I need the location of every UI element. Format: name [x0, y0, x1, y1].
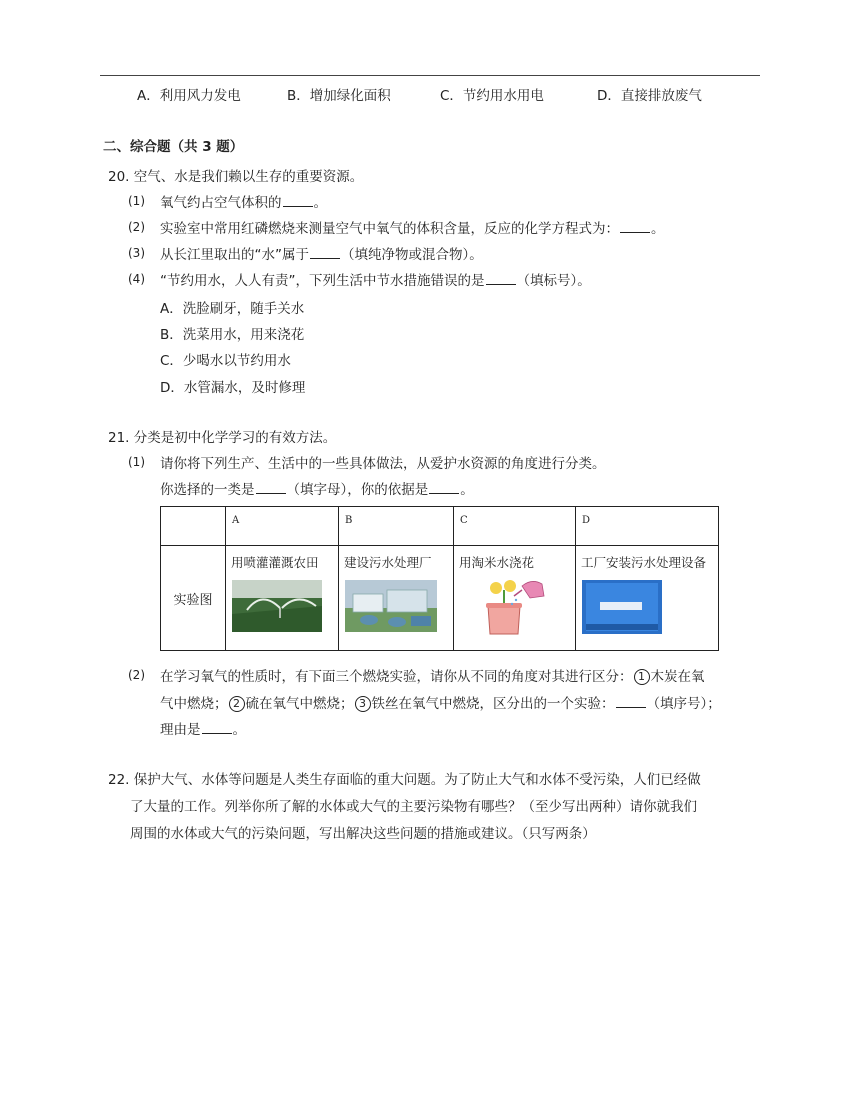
q21-sub1-line1: 请你将下列生产、生活中的一些具体做法，从爱护水资源的角度进行分类。	[160, 456, 606, 472]
q20-sub1-number: (1)	[128, 194, 145, 208]
q20-sub1	[160, 191, 327, 211]
sewage-plant-image	[345, 580, 437, 632]
q20-sub4	[160, 269, 591, 289]
q19-option-c: C．节约用水用电	[440, 88, 544, 104]
q20-sub2-text: 实验室中常用红磷燃烧来测量空气中氧气的体积含量，反应的化学方程式为：	[160, 221, 619, 237]
q20-sub3-tail: （填纯净物或混合物）。	[341, 247, 483, 263]
sprinkler-irrigation-image	[232, 580, 322, 632]
watering-flowers-image	[460, 576, 552, 640]
q21-sub2-text-h: 。	[232, 722, 246, 738]
circled-number-3: 3	[355, 696, 371, 712]
q21-sub2-text-b: 木炭在氧	[650, 669, 705, 685]
q21-sub2-text-d: 硫在氧气中燃烧；	[245, 696, 354, 712]
q21-stem-text: 分类是初中化学学习的有效方法。	[133, 430, 337, 446]
top-rule	[100, 75, 760, 76]
q20-sub4-text: “节约用水，人人有责”，下列生活中节水措施错误的是	[160, 273, 485, 289]
answer-blank[interactable]	[486, 272, 516, 285]
q21-stem	[108, 426, 336, 446]
table-cell-b	[339, 546, 454, 651]
q20-stem	[108, 165, 363, 185]
q20-sub2	[160, 217, 665, 237]
q21-sub1-text-c: 。	[460, 482, 474, 498]
q20-choice-a: A．洗脸刷牙，随手关水	[160, 301, 305, 317]
q20-sub4-number: (4)	[128, 272, 145, 286]
answer-blank[interactable]	[429, 481, 459, 494]
q20-sub3	[160, 243, 483, 263]
circled-number-1: 1	[634, 669, 650, 685]
sewage-equipment-image	[582, 580, 662, 634]
q20-sub2-number: (2)	[128, 220, 145, 234]
q20-sub1-tail: 。	[313, 195, 327, 211]
q21-sub2-text-f: （填序号）；	[646, 696, 721, 712]
q21-number: 21.	[108, 430, 130, 446]
q20-stem-text: 空气、水是我们赖以生存的重要资源。	[133, 169, 364, 185]
q20-sub1-text: 氧气约占空气体积的	[160, 195, 282, 211]
q19-option-b: B．增加绿化面积	[287, 88, 391, 104]
table-cell-a	[226, 546, 339, 651]
q19-option-a: A．利用风力发电	[137, 88, 241, 104]
q20-choice-b: B．洗菜用水，用来浇花	[160, 327, 305, 343]
cell-d-title: 工厂安装污水处理设备	[581, 555, 707, 570]
table-cell-c	[454, 546, 576, 651]
q20-choice-d: D．水管漏水，及时修理	[160, 380, 306, 396]
q20-number: 20.	[108, 169, 130, 185]
q21-sub2-line3	[160, 718, 246, 738]
q21-sub2-line2	[160, 692, 721, 712]
cell-b-title: 建设污水处理厂	[344, 555, 432, 570]
q21-sub2-text-g: 理由是	[160, 722, 201, 738]
q21-sub2-text-a: 在学习氧气的性质时，有下面三个燃烧实验，请你从不同的角度对其进行区分：	[160, 669, 633, 685]
q20-sub3-text: 从长江里取出的“水”属于	[160, 247, 309, 263]
table-cell-d	[576, 546, 719, 651]
table-header-b: B	[339, 507, 454, 546]
table-corner-cell	[161, 507, 226, 546]
table-header-d: D	[576, 507, 719, 546]
q21-sub1-line2	[160, 478, 474, 498]
q21-sub2-number: (2)	[128, 668, 145, 682]
q19-option-d: D．直接排放废气	[597, 88, 702, 104]
q21-sub2-text-c: 气中燃烧；	[160, 696, 228, 712]
q21-sub1-text-a: 你选择的一类是	[160, 482, 255, 498]
q19-options	[137, 84, 777, 104]
cell-a-title: 用喷灌灌溉农田	[231, 555, 319, 570]
q21-sub1-text-b: （填字母），你的依据是	[286, 482, 429, 498]
q22-text-line3: 周围的水体或大气的污染问题，写出解决这些问题的措施或建议。（只写两条）	[130, 826, 596, 842]
experiment-table	[160, 506, 719, 651]
q20-sub3-number: (3)	[128, 246, 145, 260]
answer-blank[interactable]	[310, 246, 340, 259]
circled-number-2: 2	[229, 696, 245, 712]
q22-number: 22.	[108, 772, 130, 788]
answer-blank[interactable]	[256, 481, 286, 494]
table-row-label: 实验图	[161, 546, 226, 651]
q21-sub2-line1	[160, 665, 705, 685]
table-header-a: A	[226, 507, 339, 546]
answer-blank[interactable]	[620, 220, 650, 233]
q21-sub2-text-e: 铁丝在氧气中燃烧，区分出的一个实验：	[371, 696, 615, 712]
answer-blank[interactable]	[616, 695, 646, 708]
q22-text-line1: 保护大气、水体等问题是人类生存面临的重大问题。为了防止大气和水体不受污染，人们已经做	[133, 772, 701, 788]
cell-c-title: 用淘米水浇花	[459, 555, 535, 570]
answer-blank[interactable]	[202, 721, 232, 734]
q21-sub1-number: (1)	[128, 455, 145, 469]
q20-choice-c: C．少喝水以节约用水	[160, 353, 291, 369]
table-header-c: C	[454, 507, 576, 546]
q20-sub4-tail: （填标号）。	[516, 273, 591, 289]
q22-line1	[108, 768, 701, 788]
q20-sub2-tail: 。	[651, 221, 665, 237]
q22-text-line2: 了大量的工作。列举你所了解的水体或大气的主要污染物有哪些？（至少写出两种）请你就我们	[130, 799, 697, 815]
section-title: 二、综合题（共 3 题）	[103, 139, 244, 155]
answer-blank[interactable]	[283, 194, 313, 207]
